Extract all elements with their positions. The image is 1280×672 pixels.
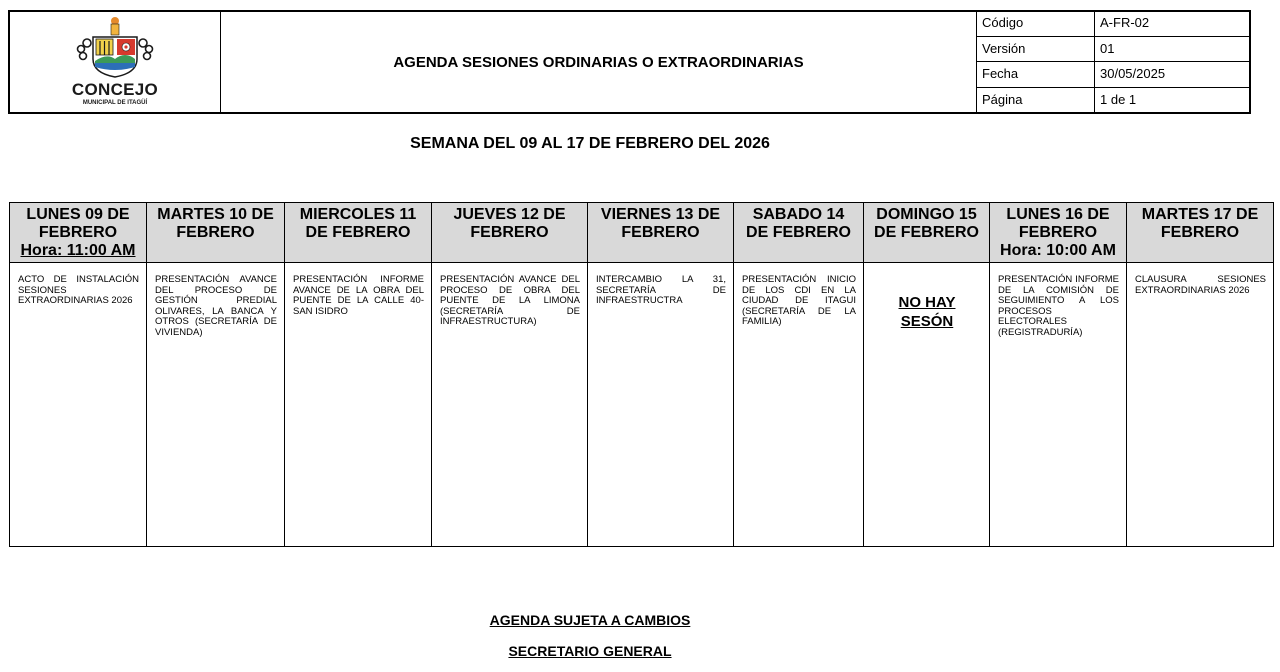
- logo-cell: [9, 11, 221, 113]
- meta-key: Código: [977, 11, 1095, 36]
- day-column: [432, 203, 588, 546]
- day-column: [10, 203, 147, 546]
- meta-key: Fecha: [977, 62, 1095, 87]
- day-agenda-text: PRESENTACIÓN AVANCE DEL PROCESO DE OBRA DEL PUENTE DE LA LIMONA (SECRETARÍA DE INFRAESTRUCTURA): [440, 274, 580, 327]
- week-title: SEMANA DEL 09 AL 17 DE FEBRERO DEL 2026: [410, 135, 770, 152]
- meta-key: Página: [977, 88, 1095, 114]
- meta-row-codigo: [977, 11, 1250, 37]
- day-agenda-text: PRESENTACIÓN INFORME DE LA COMISIÓN DE SEGUIMIENTO A LOS PROCESOS ELECTORALES (REGISTRADURÍA): [998, 274, 1119, 338]
- day-header: [147, 203, 284, 263]
- day-header-line2: DE FEBRERO: [874, 224, 979, 241]
- day-header-line2: FEBRERO: [1160, 224, 1240, 241]
- no-session-line1: NO HAY: [898, 294, 956, 311]
- document-header: [8, 10, 1251, 114]
- no-session-line2: SESÓN: [900, 313, 954, 330]
- meta-key: Versión: [977, 37, 1095, 62]
- day-header-line2: DE FEBRERO: [305, 224, 411, 241]
- concejo-logo-icon: [69, 15, 161, 79]
- day-agenda-text: PRESENTACIÓN AVANCE DEL PROCESO DE GESTIÓN PREDIAL OLIVARES, LA BANCA Y OTROS (SECRETARÍA DE VIVIENDA): [155, 274, 277, 338]
- day-header: [588, 203, 733, 263]
- meta-row-fecha: [977, 62, 1250, 88]
- signature-label: SECRETARIO GENERAL: [508, 643, 672, 659]
- day-header: [1127, 203, 1273, 263]
- day-header-line1: MIERCOLES 11: [299, 206, 417, 223]
- day-header: [10, 203, 146, 263]
- agenda-grid: [9, 202, 1274, 547]
- day-agenda-text: PRESENTACIÓN INFORME AVANCE DE LA OBRA DEL PUENTE DE LA CALLE 40- SAN ISIDRO: [293, 274, 424, 317]
- changes-note: AGENDA SUJETA A CAMBIOS: [489, 612, 691, 628]
- day-header: [990, 203, 1126, 263]
- document-meta-table: [977, 11, 1250, 113]
- day-header: [285, 203, 431, 263]
- day-header-line1: VIERNES 13 DE: [600, 206, 721, 223]
- day-header-line1: JUEVES 12 DE: [453, 206, 566, 223]
- day-header-line2: FEBRERO: [176, 224, 255, 241]
- day-header-line1: DOMINGO 15: [876, 206, 977, 223]
- day-column: [147, 203, 285, 546]
- day-time: Hora: 11:00 AM: [20, 242, 136, 259]
- day-header-line2: DE FEBRERO: [746, 224, 851, 241]
- day-agenda-text: INTERCAMBIO LA 31, SECRETARÍA DE INFRAESTRUCTRA: [596, 274, 726, 306]
- meta-value: A-FR-02: [1100, 15, 1150, 30]
- day-header: [432, 203, 587, 263]
- document-title: AGENDA SESIONES ORDINARIAS O EXTRAORDINARIAS: [221, 11, 977, 113]
- day-header-line1: LUNES 16 DE: [1006, 206, 1110, 223]
- meta-row-version: [977, 37, 1250, 63]
- day-agenda-text: ACTO DE INSTALACIÓN SESIONES EXTRAORDINARIAS 2026: [18, 274, 139, 306]
- day-agenda-text: PRESENTACIÓN INICIO DE LOS CDI EN LA CIUDAD DE ITAGUI (SECRETARÍA DE LA FAMILIA): [742, 274, 856, 327]
- day-header-line2: FEBRERO: [621, 224, 700, 241]
- day-column: [1127, 203, 1273, 546]
- meta-value: 30/05/2025: [1100, 66, 1166, 81]
- day-header-line1: MARTES 10 DE: [157, 206, 274, 223]
- day-header-line2: FEBRERO: [470, 224, 549, 241]
- meta-value: 1 de 1: [1100, 91, 1137, 107]
- day-column: [864, 203, 990, 546]
- day-time: Hora: 10:00 AM: [1000, 242, 1116, 259]
- logo-wordmark: CONCEJO: [71, 80, 159, 99]
- day-column: [588, 203, 734, 546]
- day-header: [734, 203, 863, 263]
- day-header-line1: LUNES 09 DE: [26, 206, 130, 223]
- day-agenda-text: CLAUSURA SESIONES EXTRAORDINARIAS 2026: [1135, 274, 1266, 296]
- day-header-line2: FEBRERO: [1018, 224, 1098, 241]
- meta-value: 01: [1100, 40, 1115, 56]
- no-session-label: [899, 293, 956, 331]
- day-header-line1: MARTES 17 DE: [1141, 206, 1259, 223]
- day-header-line2: FEBRERO: [38, 224, 118, 241]
- meta-row-pagina: [977, 88, 1250, 114]
- day-column: [734, 203, 864, 546]
- logo-subtitle: MUNICIPAL DE ITAGÜÍ: [82, 100, 148, 106]
- day-column: [990, 203, 1127, 546]
- day-header: [864, 203, 989, 263]
- no-session-cell: [864, 263, 989, 331]
- day-header-line1: SABADO 14: [752, 206, 845, 223]
- day-column: [285, 203, 432, 546]
